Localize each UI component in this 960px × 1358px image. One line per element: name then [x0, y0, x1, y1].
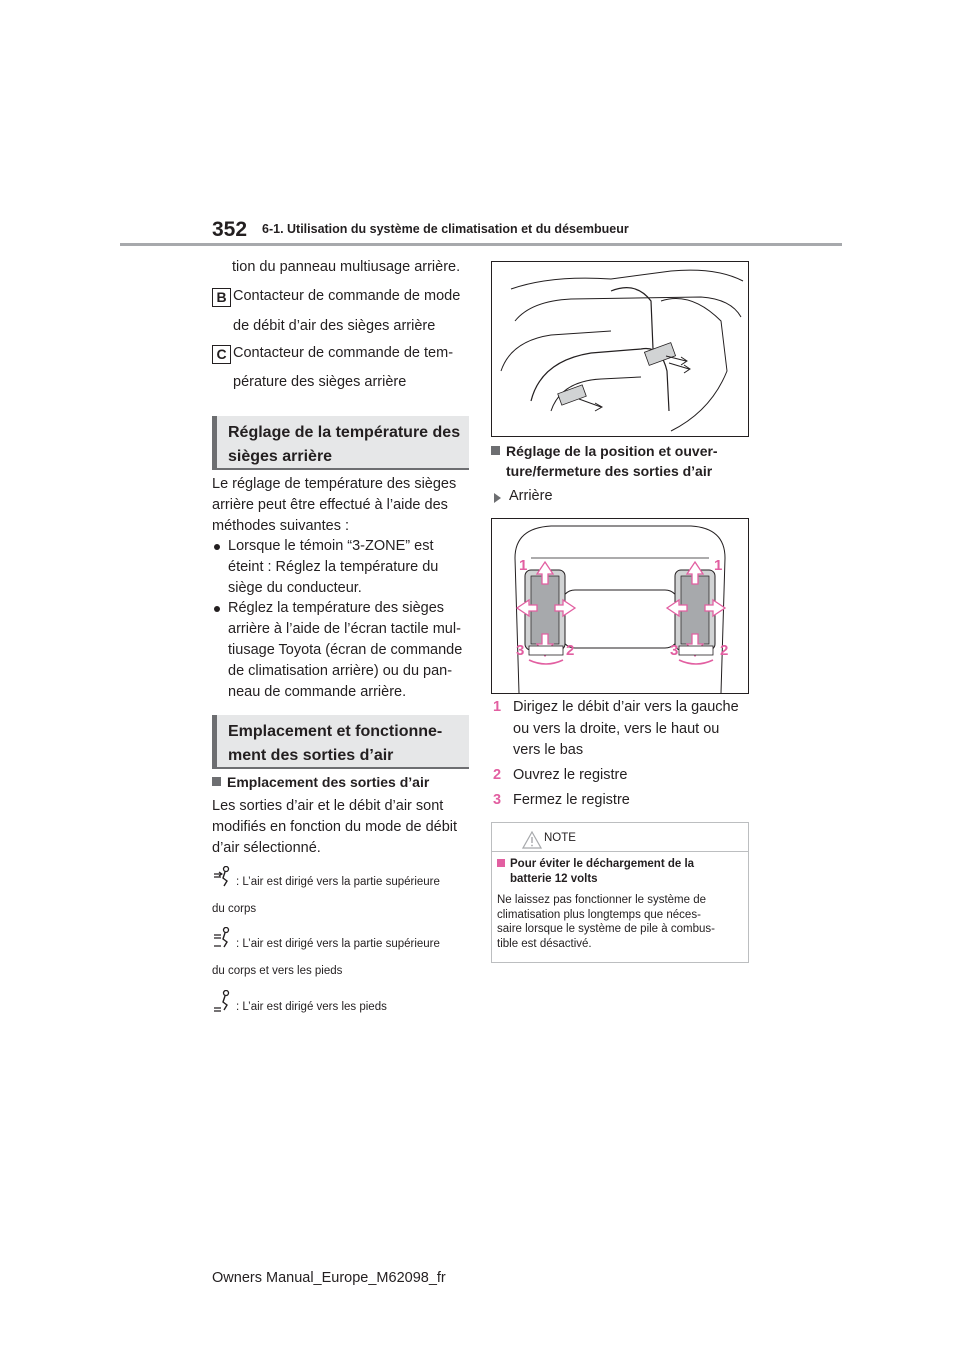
- bullet-item: [212, 598, 472, 703]
- note-body: [497, 893, 715, 951]
- step-line: Ouvrez le registre: [513, 767, 628, 783]
- section-heading-outlets-l1: Emplacement et fonctionne-: [228, 723, 443, 740]
- note-line: saire lorsque le système de pile à combus-: [497, 923, 715, 935]
- para-line: Le réglage de température des sièges: [212, 476, 457, 492]
- section-heading-outlets-l2: ment des sorties d’air: [228, 747, 394, 764]
- subheading-adjust-l2: ture/fermeture des sorties d’air: [506, 463, 713, 479]
- note-heading: [497, 857, 694, 887]
- page-number: 352: [212, 218, 248, 241]
- square-bullet-icon: [491, 446, 500, 455]
- step-number: 3: [493, 792, 502, 808]
- section-heading-temperature-l1: Réglage de la température des: [228, 424, 461, 441]
- subheading-location-text: Emplacement des sorties d’air: [227, 774, 430, 790]
- para-line: arrière peut être effectué à l’aide des: [212, 497, 448, 513]
- item-c-line1: Contacteur de commande de tem-: [233, 345, 454, 361]
- note-line: Ne laissez pas fonctionner le système de: [497, 894, 707, 906]
- step-line: Dirigez le débit d’air vers la gauche: [513, 699, 739, 715]
- chapter-title: 6-1. Utilisation du système de climatisation et du désembueur: [262, 222, 629, 236]
- item-c: [212, 345, 231, 364]
- rear-vents-diagram: [491, 518, 749, 694]
- rear-seat-vents-illustration: [491, 261, 749, 437]
- mode2-text-b: du corps et vers les pieds: [212, 965, 343, 977]
- note-title: NOTE: [544, 832, 576, 844]
- section-heading-outlets: [212, 715, 469, 767]
- step-3: [493, 790, 630, 811]
- para-line: Les sorties d’air et le débit d’air sont: [212, 798, 444, 814]
- section-heading-temperature-l2: sièges arrière: [228, 448, 333, 465]
- note-heading-l1: Pour éviter le déchargement de la: [510, 858, 695, 870]
- step-line: Fermez le registre: [513, 792, 630, 808]
- note-box: [491, 822, 749, 963]
- step-number: 1: [493, 699, 502, 715]
- warning-triangle-icon: [522, 831, 542, 849]
- para-line: d’air sélectionné.: [212, 840, 321, 856]
- temperature-paragraph: [212, 474, 472, 537]
- letter-c-label: C: [212, 345, 231, 364]
- bullet-line: tiusage Toyota (écran de commande: [228, 642, 463, 658]
- bullet-line: de climatisation arrière) ou du pan-: [228, 663, 453, 679]
- bullet-line: arrière à l’aide de l’écran tactile mul-: [228, 621, 461, 637]
- para-line: modifiés en fonction du mode de débit: [212, 819, 458, 835]
- airflow-feet-icon: [213, 990, 233, 1012]
- bullet-line: Lorsque le témoin “3-ZONE” est: [228, 538, 434, 554]
- vent-label-2: 2: [720, 642, 729, 659]
- pink-square-bullet-icon: [497, 859, 505, 867]
- header-rule: [120, 243, 842, 246]
- mode1-text-b: du corps: [212, 903, 257, 915]
- rear-label: Arrière: [509, 488, 553, 504]
- step-line: vers le bas: [513, 742, 584, 758]
- step-1: [493, 697, 753, 762]
- bullet-item: [212, 536, 472, 599]
- item-b: [212, 288, 231, 307]
- airflow-face-feet-icon: [213, 927, 233, 949]
- step-line: ou vers la droite, vers le haut ou: [513, 720, 720, 737]
- note-line: tible est désactivé.: [497, 937, 592, 950]
- subheading-adjust-l1: Réglage de la position et ouver-: [506, 443, 718, 459]
- letter-b-label: B: [212, 288, 231, 307]
- mode1-text-a: : L’air est dirigé vers la partie supérieure: [236, 876, 440, 888]
- bullet-line: siège du conducteur.: [228, 580, 362, 596]
- square-bullet-icon: [212, 777, 221, 786]
- bullet-line: Réglez la température des sièges: [228, 600, 445, 616]
- airflow-face-icon: [213, 866, 233, 888]
- bullet-dot-icon: [214, 544, 220, 550]
- triangle-bullet-icon: [494, 493, 501, 503]
- bullet-dot-icon: [214, 606, 220, 612]
- mode2-text-a: : L’air est dirigé vers la partie supérieure: [236, 938, 440, 950]
- subheading-location: [212, 772, 429, 792]
- item-b-line2: de débit d’air des sièges arrière: [233, 318, 436, 334]
- footer-text: Owners Manual_Europe_M62098_fr: [212, 1270, 446, 1286]
- step-2: [493, 765, 627, 786]
- bullet-line: neau de commande arrière.: [228, 684, 407, 700]
- step-number: 2: [493, 767, 502, 783]
- vent-label-3: 3: [516, 642, 525, 659]
- vent-label-2: 2: [566, 642, 575, 659]
- item-c-line2: pérature des sièges arrière: [233, 374, 407, 390]
- vent-label-1: 1: [519, 557, 528, 574]
- mode3-text: : L’air est dirigé vers les pieds: [236, 1001, 387, 1013]
- section-heading-temperature: [212, 416, 469, 468]
- para-line: méthodes suivantes :: [212, 518, 350, 534]
- subheading-adjust: [491, 441, 718, 481]
- bullet-line: éteint : Réglez la température du: [228, 559, 439, 575]
- note-heading-l2: batterie 12 volts: [510, 873, 598, 885]
- vent-label-3: 3: [670, 642, 679, 659]
- item-b-line1: Contacteur de commande de mode: [233, 288, 461, 304]
- note-line: climatisation plus longtemps que néces-: [497, 908, 701, 921]
- vent-label-1: 1: [714, 557, 723, 574]
- intro-continuation: tion du panneau multiusage arrière.: [232, 259, 461, 275]
- note-divider: [492, 851, 748, 852]
- location-paragraph: [212, 796, 472, 859]
